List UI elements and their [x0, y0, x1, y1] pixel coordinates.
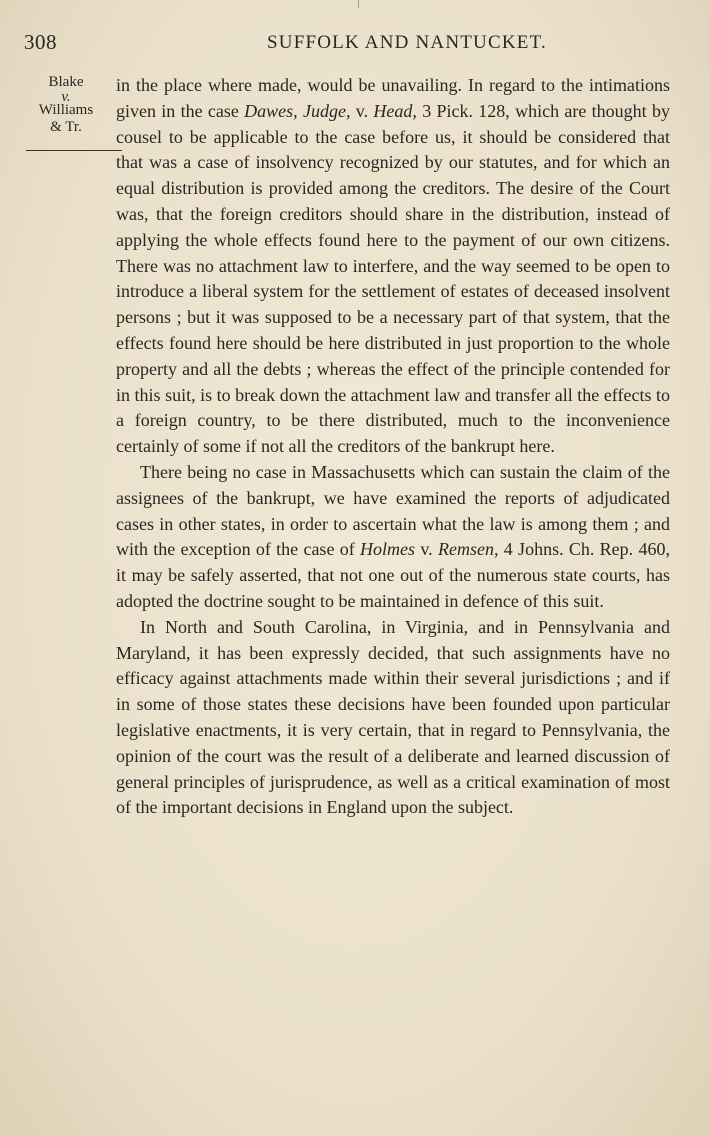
running-head: SUFFOLK AND NANTUCKET.: [267, 32, 547, 53]
case-citation-party-3: Holmes: [360, 539, 416, 560]
case-citation-versus: v.: [350, 100, 374, 121]
margin-party-trustee: & Tr.: [50, 119, 82, 135]
page-speck: [358, 0, 359, 8]
page-header: [24, 30, 670, 64]
margin-case-note: [24, 74, 108, 137]
margin-rule: [26, 150, 122, 151]
paragraph-2: [116, 460, 670, 615]
page-number: 308: [24, 30, 57, 54]
paragraph-2-text-a: There being no case in Massachusetts which can sustain the claim of the assignees of the bankrupt, we have examined the reports of adjudicated cases in other states, in order to ascertain what the law is among them ; and with the exception of the case of: [116, 461, 670, 560]
paragraph-1-text-a: in the place where made, would be unavailing. In regard to the intimations given in the case: [116, 75, 670, 121]
case-citation-party-4: Remsen,: [437, 539, 499, 560]
margin-party-plaintiff: Blake: [48, 74, 84, 90]
paragraph-2-text-b: 4 Johns. Ch. Rep. 460, it may be safely asserted, that not one out of the numerous state courts, has adopted the doctrine sought to be maintained in defence of this suit.: [116, 539, 670, 611]
margin-versus: v.: [61, 88, 71, 105]
case-citation-party-1: Dawes, Judge,: [244, 100, 351, 121]
margin-party-defendant: Williams: [38, 101, 94, 118]
case-citation-versus-2: v.: [415, 539, 438, 560]
case-citation-party-2: Head,: [373, 100, 417, 121]
paragraph-1: [116, 73, 670, 460]
body-text: [116, 73, 670, 821]
paragraph-3: In North and South Carolina, in Virginia, and in Pennsylvania and Maryland, it has been expressly decided, that such assignments have no efficacy against attachments made within their several jurisdictions ; and if in some of those states these decisions have been founded upon particular legislative enactments, it is very certain, that in regard to Pennsylvania, the opinion of the court was the result of a deliberate and learned discussion of general principles of jurisprudence, as well as a critical examination of most of the important decisions in England upon the subject.: [116, 616, 670, 818]
paragraph-1-text-b: 3 Pick. 128, which are thought by cousel to be applicable to the case before us, it should be considered that that was a case of insolvency recognized by our statutes, and for which an equal distribution is provided among the creditors. The desire of the Court was, that the foreign creditors should share in the distribution, instead of applying the whole effects found here to the payment of our own citizens. There was no attachment law to interfere, and the way seemed to be open to introduce a liberal system for the settlement of estates of deceased insolvent persons ; but it was supposed to be a necessary part of that system, that the effects found here should be here distributed in just proportion to the whole property and all the debts ; whereas the effect of the principle contended for in this suit, is to break down the attachment law and transfer all the effects to a foreign country, to be there distributed, much to the inconvenience certainly of some if not all the creditors of the bankrupt here.: [116, 100, 670, 457]
